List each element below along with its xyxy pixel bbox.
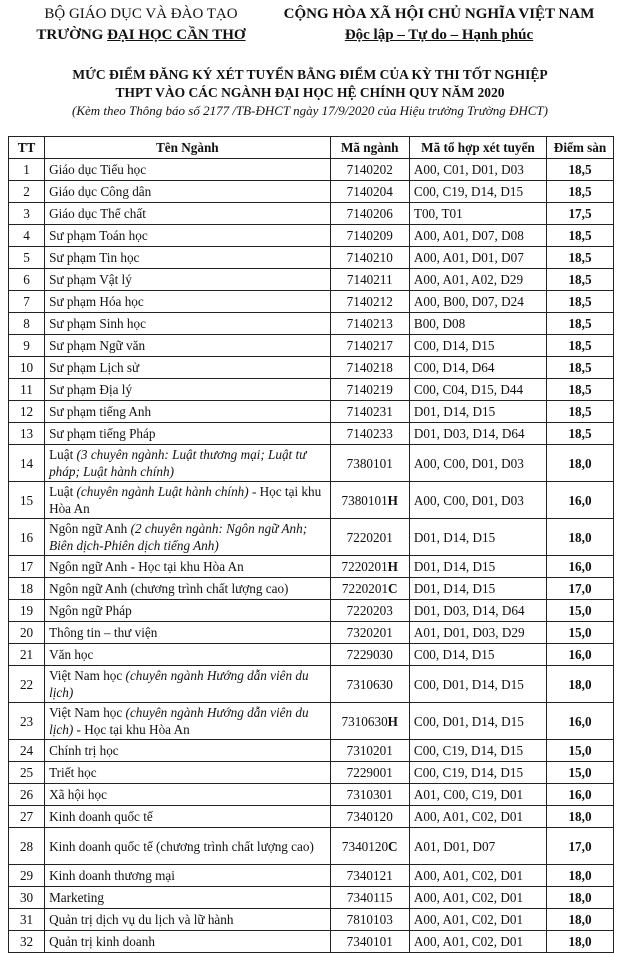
subject-combinations: D01, D03, D14, D64 (409, 423, 546, 445)
program-name-main: Xã hội học (49, 787, 107, 802)
program-name (45, 181, 330, 203)
program-code-number: 7310201 (346, 743, 393, 758)
program-code (330, 600, 409, 622)
minimum-score: 15,0 (546, 600, 613, 622)
program-code (330, 666, 409, 703)
subject-combinations: A00, C00, D01, D03 (409, 445, 546, 482)
table-row (9, 931, 614, 953)
program-name-main: Sư phạm Hóa học (49, 294, 144, 309)
table-row (9, 482, 614, 519)
row-number: 25 (9, 762, 45, 784)
program-code-number: 7229030 (346, 647, 393, 662)
program-name-main: Kinh doanh quốc tế (49, 809, 153, 824)
program-code-number: 7140204 (346, 184, 393, 199)
program-name (45, 703, 330, 740)
table-row (9, 291, 614, 313)
table-row (9, 379, 614, 401)
minimum-score: 16,0 (546, 703, 613, 740)
subject-combinations: C00, C19, D14, D15 (409, 181, 546, 203)
program-code-number: 7310630 (346, 676, 393, 692)
country-name: CỘNG HÒA XÃ HỘI CHỦ NGHĨA VIỆT NAM (283, 6, 595, 22)
program-code (330, 828, 409, 865)
minimum-score: 15,0 (546, 740, 613, 762)
program-name-main: Ngôn ngữ Pháp (49, 603, 132, 618)
table-row (9, 762, 614, 784)
program-name (45, 379, 330, 401)
table-row (9, 225, 614, 247)
row-number: 20 (9, 622, 45, 644)
program-name (45, 519, 330, 556)
program-name-main: Kinh doanh thương mại (49, 868, 175, 883)
minimum-score: 18,5 (546, 313, 613, 335)
program-name-main: Văn học (49, 647, 94, 662)
subject-combinations: C00, D01, D14, D15 (409, 666, 546, 703)
subject-combinations: A01, D01, D03, D29 (409, 622, 546, 644)
program-name (45, 806, 330, 828)
row-number: 2 (9, 181, 45, 203)
program-code-number: 7140217 (346, 338, 393, 353)
row-number: 30 (9, 887, 45, 909)
row-number: 23 (9, 703, 45, 740)
program-name (45, 578, 330, 600)
row-number: 6 (9, 269, 45, 291)
row-number: 7 (9, 291, 45, 313)
subject-combinations: A00, A01, C02, D01 (409, 909, 546, 931)
minimum-score: 18,5 (546, 247, 613, 269)
program-name-main: Giáo dục Thể chất (49, 206, 146, 221)
program-name-main: Sư phạm Sinh học (49, 316, 146, 331)
subject-combinations: T00, T01 (409, 203, 546, 225)
row-number: 1 (9, 159, 45, 181)
row-number: 11 (9, 379, 45, 401)
table-row (9, 909, 614, 931)
program-name (45, 865, 330, 887)
program-name-specialization: (2 chuyên ngành: Ngôn ngữ Anh; Biên dịch-Phiên dịch tiếng Anh) (49, 521, 308, 553)
table-row (9, 313, 614, 335)
program-name-specialization: (chuyên ngành Hướng dẫn viên du lịch) (49, 668, 309, 700)
program-name (45, 291, 330, 313)
program-name-main: Sư phạm Địa lý (49, 382, 133, 397)
program-name (45, 762, 330, 784)
program-code-number: 7220201 (341, 559, 388, 574)
program-code (330, 703, 409, 740)
subject-combinations: D01, D14, D15 (409, 578, 546, 600)
column-header-code: Mã ngành (330, 137, 409, 159)
subject-combinations: C00, D14, D64 (409, 357, 546, 379)
minimum-score: 15,0 (546, 622, 613, 644)
table-row (9, 806, 614, 828)
program-code-number: 7320201 (346, 625, 393, 640)
program-code (330, 865, 409, 887)
minimum-score: 18,5 (546, 159, 613, 181)
program-code-number: 7140210 (346, 250, 393, 265)
program-code-number: 7380101 (341, 492, 388, 508)
row-number: 5 (9, 247, 45, 269)
minimum-score: 16,0 (546, 784, 613, 806)
program-code (330, 519, 409, 556)
program-name (45, 357, 330, 379)
program-code-number: 7380101 (346, 455, 393, 471)
program-code (330, 740, 409, 762)
row-number: 12 (9, 401, 45, 423)
document-header (0, 4, 620, 50)
program-name (45, 600, 330, 622)
subject-combinations: C00, D14, D15 (409, 644, 546, 666)
program-name-main: Quản trị dịch vụ du lịch và lữ hành (49, 912, 234, 927)
table-row (9, 357, 614, 379)
program-code-number: 7140212 (346, 294, 393, 309)
subject-combinations: A01, D01, D07 (409, 828, 546, 865)
row-number: 3 (9, 203, 45, 225)
minimum-score: 18,0 (546, 445, 613, 482)
minimum-score: 17,0 (546, 828, 613, 865)
table-row (9, 784, 614, 806)
subject-combinations: C00, C19, D14, D15 (409, 762, 546, 784)
program-name-main: Sư phạm tiếng Pháp (49, 426, 156, 441)
program-name (45, 828, 330, 865)
row-number: 14 (9, 445, 45, 482)
national-motto: Độc lập – Tự do – Hạnh phúc (344, 27, 534, 43)
subject-combinations: A00, C01, D01, D03 (409, 159, 546, 181)
table-row (9, 556, 614, 578)
program-code (330, 784, 409, 806)
program-name-campus: - Học tại khu Hòa An (73, 722, 190, 737)
program-code (330, 159, 409, 181)
program-name-main: Ngôn ngữ Anh (chương trình chất lượng cao) (49, 581, 289, 596)
program-name (45, 909, 330, 931)
minimum-score: 18,0 (546, 931, 613, 953)
minimum-score: 16,0 (546, 644, 613, 666)
subject-combinations: A00, A01, D01, D07 (409, 247, 546, 269)
column-header-tt: TT (9, 137, 45, 159)
program-code-number: 7810103 (346, 912, 393, 927)
program-name (45, 423, 330, 445)
program-code-number: 7140209 (346, 228, 393, 243)
minimum-score: 15,0 (546, 762, 613, 784)
program-code (330, 482, 409, 519)
program-code-number: 7340101 (346, 934, 393, 949)
table-row (9, 865, 614, 887)
program-name-main: Thông tin – thư viện (49, 625, 158, 640)
title-line-1: MỨC ĐIỂM ĐĂNG KÝ XÉT TUYỂN BẰNG ĐIỂM CỦA KỲ THI TỐT NGHIỆP (72, 67, 548, 82)
program-code (330, 806, 409, 828)
table-row (9, 247, 614, 269)
program-name-main: Ngôn ngữ Anh (49, 521, 128, 536)
table-row (9, 622, 614, 644)
minimum-score: 18,5 (546, 357, 613, 379)
row-number: 28 (9, 828, 45, 865)
program-code (330, 578, 409, 600)
program-code (330, 622, 409, 644)
minimum-score: 18,0 (546, 865, 613, 887)
program-name (45, 622, 330, 644)
minimum-score: 18,5 (546, 379, 613, 401)
program-code (330, 423, 409, 445)
program-name (45, 269, 330, 291)
subject-combinations: A00, A01, C02, D01 (409, 931, 546, 953)
program-name (45, 159, 330, 181)
program-code-number: 7220201 (341, 581, 389, 596)
minimum-score: 18,0 (546, 909, 613, 931)
program-name (45, 445, 330, 482)
minimum-score: 18,5 (546, 269, 613, 291)
program-name-main: Sư phạm tiếng Anh (49, 404, 152, 419)
program-code (330, 379, 409, 401)
program-name (45, 740, 330, 762)
program-code-number: 7140206 (346, 206, 393, 221)
minimum-score: 18,5 (546, 225, 613, 247)
program-name-main: Sư phạm Lịch sử (49, 360, 140, 375)
program-code-suffix: H (387, 713, 398, 729)
title-line-2: THPT VÀO CÁC NGÀNH ĐẠI HỌC HỆ CHÍNH QUY NĂM 2020 (115, 85, 505, 100)
row-number: 31 (9, 909, 45, 931)
table-row (9, 335, 614, 357)
program-code (330, 762, 409, 784)
minimum-score: 18,5 (546, 401, 613, 423)
program-name-main: Triết học (49, 765, 97, 780)
program-code-number: 7220203 (346, 603, 393, 618)
program-name-main: Sư phạm Ngữ văn (49, 338, 146, 353)
program-name (45, 784, 330, 806)
table-row (9, 159, 614, 181)
minimum-score: 18,5 (546, 291, 613, 313)
program-code (330, 357, 409, 379)
program-name (45, 482, 330, 519)
minimum-score: 18,0 (546, 666, 613, 703)
program-code (330, 269, 409, 291)
subject-combinations: D01, D14, D15 (409, 556, 546, 578)
program-code-suffix: C (388, 838, 398, 854)
row-number: 8 (9, 313, 45, 335)
column-header-combo: Mã tổ hợp xét tuyển (409, 137, 546, 159)
row-number: 16 (9, 519, 45, 556)
subject-combinations: A00, B00, D07, D24 (409, 291, 546, 313)
table-row (9, 644, 614, 666)
minimum-score: 18,5 (546, 181, 613, 203)
subject-combinations: A00, A01, C02, D01 (409, 887, 546, 909)
subject-combinations: C00, D01, D14, D15 (409, 703, 546, 740)
minimum-score: 17,0 (546, 578, 613, 600)
program-name-main: Giáo dục Công dân (49, 184, 152, 199)
program-name-specialization: (chuyên ngành Hướng dẫn viên du lịch) (49, 705, 309, 737)
subject-combinations: B00, D08 (409, 313, 546, 335)
program-name (45, 401, 330, 423)
admission-score-table (8, 136, 614, 953)
program-code-suffix: H (387, 492, 398, 508)
column-header-name: Tên Ngành (45, 137, 330, 159)
subject-combinations: A00, C00, D01, D03 (409, 482, 546, 519)
program-code-number: 7140233 (346, 426, 393, 441)
table-row (9, 666, 614, 703)
row-number: 15 (9, 482, 45, 519)
minimum-score: 18,5 (546, 335, 613, 357)
row-number: 21 (9, 644, 45, 666)
row-number: 10 (9, 357, 45, 379)
program-name-main: Việt Nam học (49, 668, 123, 683)
table-row (9, 828, 614, 865)
minimum-score: 18,0 (546, 887, 613, 909)
row-number: 24 (9, 740, 45, 762)
program-code-number: 7220201 (346, 529, 393, 545)
program-name-main: Kinh doanh quốc tế (chương trình chất lượng cao) (49, 838, 314, 854)
minimum-score: 18,0 (546, 519, 613, 556)
program-code-number: 7140218 (346, 360, 393, 375)
table-row (9, 445, 614, 482)
row-number: 9 (9, 335, 45, 357)
program-code-number: 7140202 (346, 162, 393, 177)
program-code-number: 7310630 (341, 713, 388, 729)
subject-combinations: D01, D14, D15 (409, 401, 546, 423)
program-code-number: 7310301 (346, 787, 393, 802)
table-row (9, 203, 614, 225)
row-number: 4 (9, 225, 45, 247)
document-title (0, 66, 620, 102)
program-name (45, 335, 330, 357)
program-code (330, 401, 409, 423)
program-code (330, 445, 409, 482)
subject-combinations: A00, A01, A02, D29 (409, 269, 546, 291)
program-code-suffix: C (388, 581, 398, 596)
program-name (45, 887, 330, 909)
subject-combinations: A00, A01, C02, D01 (409, 865, 546, 887)
program-code (330, 887, 409, 909)
program-code (330, 644, 409, 666)
program-name-main: Quản trị kinh doanh (49, 934, 155, 949)
university-prefix: TRƯỜNG (36, 27, 108, 43)
program-name (45, 203, 330, 225)
program-code (330, 313, 409, 335)
program-name-main: Giáo dục Tiểu học (49, 162, 147, 177)
table-row (9, 423, 614, 445)
row-number: 19 (9, 600, 45, 622)
table-row (9, 887, 614, 909)
table-row (9, 703, 614, 740)
subject-combinations: C00, C04, D15, D44 (409, 379, 546, 401)
program-name (45, 556, 330, 578)
program-name-main: Sư phạm Tin học (49, 250, 140, 265)
program-name-main: Luật (49, 447, 74, 462)
subject-combinations: D01, D03, D14, D64 (409, 600, 546, 622)
ministry-name: BỘ GIÁO DỤC VÀ ĐÀO TẠO (44, 6, 238, 22)
table-header-row (9, 137, 614, 159)
program-code (330, 247, 409, 269)
program-name (45, 313, 330, 335)
table-body (9, 159, 614, 953)
program-name-campus: - Học tại khu Hòa An (49, 484, 322, 516)
program-code-number: 7140219 (346, 382, 393, 397)
row-number: 22 (9, 666, 45, 703)
program-code-number: 7340120 (341, 838, 389, 854)
program-code-number: 7340120 (346, 809, 393, 824)
national-block (258, 4, 620, 46)
program-code (330, 181, 409, 203)
program-code (330, 556, 409, 578)
table-row (9, 269, 614, 291)
program-name-main: Marketing (49, 890, 104, 905)
table-row (9, 401, 614, 423)
table-row (9, 600, 614, 622)
row-number: 13 (9, 423, 45, 445)
row-number: 18 (9, 578, 45, 600)
program-name (45, 644, 330, 666)
program-name (45, 931, 330, 953)
minimum-score: 16,0 (546, 556, 613, 578)
minimum-score: 17,5 (546, 203, 613, 225)
program-name-main: Sư phạm Toán học (49, 228, 148, 243)
program-code (330, 335, 409, 357)
issuer-block (6, 4, 276, 46)
table-row (9, 578, 614, 600)
program-code-number: 7140213 (346, 316, 393, 331)
minimum-score: 18,5 (546, 423, 613, 445)
program-name (45, 666, 330, 703)
subject-combinations: A00, A01, D07, D08 (409, 225, 546, 247)
program-name-main: Luật (49, 484, 74, 499)
program-name (45, 247, 330, 269)
table-row (9, 181, 614, 203)
program-name-specialization: (3 chuyên ngành: Luật thương mại; Luật tư pháp; Luật hành chính) (49, 447, 307, 479)
university-name (6, 25, 276, 46)
subject-combinations: D01, D14, D15 (409, 519, 546, 556)
minimum-score: 16,0 (546, 482, 613, 519)
program-code (330, 203, 409, 225)
row-number: 17 (9, 556, 45, 578)
column-header-score: Điểm sàn (546, 137, 613, 159)
minimum-score: 18,0 (546, 806, 613, 828)
program-code (330, 291, 409, 313)
row-number: 27 (9, 806, 45, 828)
document-subtitle: (Kèm theo Thông báo số 2177 /TB-ĐHCT ngày 17/9/2020 của Hiệu trưởng Trường ĐHCT) (72, 103, 548, 118)
table-row (9, 740, 614, 762)
program-code (330, 225, 409, 247)
row-number: 32 (9, 931, 45, 953)
subject-combinations: C00, D14, D15 (409, 335, 546, 357)
program-name-main: Việt Nam học (49, 705, 123, 720)
program-code-number: 7140231 (346, 404, 393, 419)
program-name-main: Ngôn ngữ Anh - Học tại khu Hòa An (49, 559, 244, 574)
program-name (45, 225, 330, 247)
subject-combinations: A00, A01, C02, D01 (409, 806, 546, 828)
program-name-main: Sư phạm Vật lý (49, 272, 132, 287)
program-code (330, 931, 409, 953)
subject-combinations: A01, C00, C19, D01 (409, 784, 546, 806)
program-code (330, 909, 409, 931)
program-code-number: 7340121 (346, 868, 393, 883)
program-code-number: 7340115 (346, 890, 393, 905)
subject-combinations: C00, C19, D14, D15 (409, 740, 546, 762)
row-number: 26 (9, 784, 45, 806)
row-number: 29 (9, 865, 45, 887)
program-name-specialization: (chuyên ngành Luật hành chính) (73, 484, 249, 499)
program-name-main: Chính trị học (49, 743, 119, 758)
program-code-suffix: H (387, 559, 398, 574)
table-row (9, 519, 614, 556)
program-code-number: 7140211 (346, 272, 393, 287)
university-name-underlined: ĐẠI HỌC CẦN THƠ (107, 27, 246, 43)
program-code-number: 7229001 (346, 765, 393, 780)
